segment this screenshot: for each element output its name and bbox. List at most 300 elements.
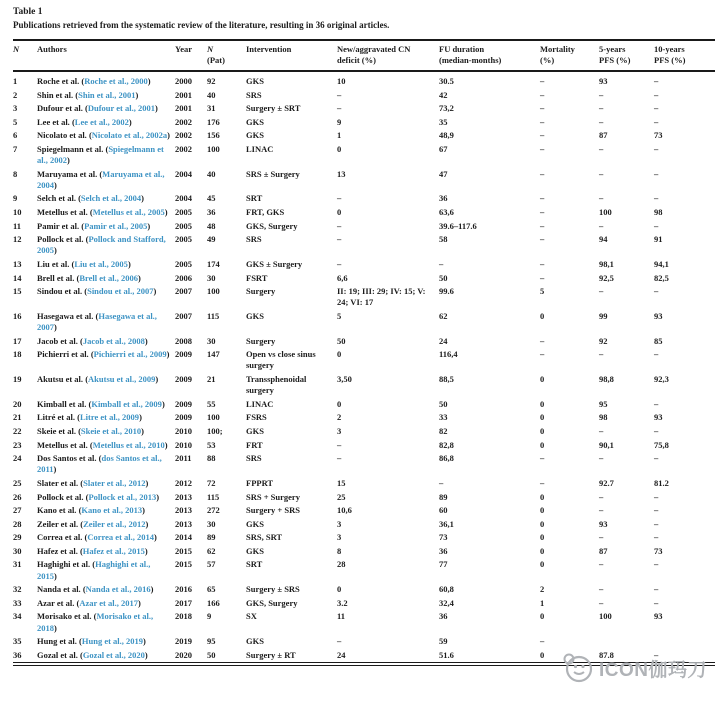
cell-cn: –: [337, 636, 342, 647]
citation-link[interactable]: Litre et al., 2009: [79, 412, 140, 423]
cell-authors: Dufour et al. (Dufour et al., 2001): [37, 103, 158, 114]
cell-intervention: GKS: [246, 518, 264, 529]
table-row: [13, 597, 715, 611]
cell-mort: 0: [540, 545, 545, 556]
cell-fu: 30.5: [439, 76, 454, 86]
cell-mort: 0: [540, 412, 545, 423]
cell-cn: 1: [337, 130, 342, 141]
citation-link[interactable]: Hafez et al., 2015: [82, 545, 145, 556]
cell-year: 2002: [175, 130, 192, 141]
cell-authors: Nanda et al. (Nanda et al., 2016): [37, 584, 154, 595]
cell-pfs5: –: [599, 349, 604, 360]
cell-cn: 15: [337, 477, 346, 488]
cell-authors: Gozal et al. (Gozal et al., 2020): [37, 649, 148, 660]
cell-year: 2015: [175, 545, 192, 556]
cell-mort: 0: [540, 649, 545, 660]
cell-year: 2005: [175, 234, 192, 245]
table-row: [13, 206, 715, 220]
cell-pfs5: 87.8: [599, 649, 614, 660]
citation-link[interactable]: Nanda et al., 2016: [85, 584, 151, 595]
citation-link[interactable]: Metellus et al., 2005: [92, 207, 165, 218]
citation-link[interactable]: Nicolato et al., 2002a: [91, 130, 168, 141]
cell-year: 2013: [175, 491, 192, 502]
cell-intervention: SRS, SRT: [246, 532, 283, 543]
cell-pfs10: –: [654, 518, 659, 529]
col-header-3: N (Pat): [207, 40, 246, 71]
cell-n: 8: [13, 168, 18, 179]
cell-year: 2018: [175, 611, 192, 622]
cell-year: 2009: [175, 412, 192, 423]
cell-cn: 50: [337, 335, 346, 346]
cell-pfs10: 81.2: [654, 477, 669, 488]
cell-authors: Hasegawa et al. (Hasegawa et al., 2007): [37, 310, 157, 333]
cell-n: 35: [13, 636, 22, 647]
author-name: Shin et al.: [37, 89, 74, 100]
cell-cn: –: [337, 453, 342, 464]
cell-pat: 57: [207, 559, 216, 570]
table-row: [13, 88, 715, 102]
cell-pfs10: 73: [654, 545, 663, 556]
author-name: Liu et al.: [37, 258, 70, 269]
cell-mort: 0: [540, 374, 545, 385]
cell-mort: 0: [540, 398, 545, 409]
cell-year: 2010: [175, 439, 192, 450]
cell-fu: 73: [439, 532, 448, 543]
citation-link[interactable]: Selch et al., 2004: [80, 193, 142, 204]
citation-link[interactable]: Roche et al., 2000: [84, 76, 148, 86]
citation-link[interactable]: Lee et al., 2002: [74, 116, 129, 127]
cell-n: 34: [13, 611, 22, 622]
col-header-1: Authors: [37, 40, 175, 71]
cell-fu: 50: [439, 272, 448, 283]
citation-link[interactable]: Dufour et al., 2001: [87, 103, 155, 114]
cell-pat: 89: [207, 532, 216, 543]
cell-pfs5: 98: [599, 412, 608, 423]
cell-pfs5: 98,8: [599, 374, 614, 385]
cell-cn: 10,6: [337, 505, 352, 516]
publications-table: [13, 39, 715, 666]
cell-pat: 72: [207, 477, 216, 488]
author-name: Dufour et al.: [37, 103, 83, 114]
cell-year: 2020: [175, 649, 192, 660]
cell-intervention: GKS: [246, 130, 264, 141]
cell-year: 2015: [175, 559, 192, 570]
cell-cn: 0: [337, 584, 342, 595]
table-row: [13, 143, 715, 168]
cell-pat: 88: [207, 453, 216, 464]
citation-link[interactable]: Hung et al., 2019: [81, 636, 144, 647]
cell-intervention: GKS: [246, 545, 264, 556]
cell-intervention: FRT: [246, 439, 263, 450]
citation-link[interactable]: Spiegelmann et al., 2002: [37, 143, 164, 166]
cell-n: 16: [13, 310, 22, 321]
cell-authors: Haghighi et al. (Haghighi et al., 2015): [37, 559, 151, 581]
cell-year: 2010: [175, 425, 192, 436]
col-header-9: 10-years PFS (%): [654, 40, 715, 71]
cell-intervention: FPPRT: [246, 477, 274, 488]
cell-n: 15: [13, 286, 22, 297]
cell-pat: 156: [207, 130, 220, 141]
cell-pat: 48: [207, 220, 216, 231]
cell-n: 6: [13, 130, 18, 141]
citation-link[interactable]: Kimball et al., 2009: [91, 398, 162, 409]
cell-pfs5: 93: [599, 76, 608, 86]
cell-cn: 10: [337, 76, 346, 86]
cell-pfs5: –: [599, 103, 604, 114]
table-row: [13, 531, 715, 545]
cell-fu: 82,8: [439, 439, 454, 450]
author-name: Haghighi et al.: [37, 559, 91, 570]
col-header-8: 5-years PFS (%): [599, 40, 654, 71]
cell-mort: –: [540, 143, 545, 154]
cell-fu: 73,2: [439, 103, 454, 114]
cell-mort: –: [540, 193, 545, 204]
cell-pfs5: [599, 635, 654, 649]
cell-year: 2004: [175, 193, 192, 204]
cell-authors: Pollock et al. (Pollock and Stafford, 2005): [37, 234, 166, 256]
citation-link[interactable]: Pamir et al., 2005: [84, 220, 148, 231]
cell-pfs10: 75,8: [654, 439, 669, 450]
cell-fu: 59: [439, 636, 448, 647]
cell-pfs5: –: [599, 505, 604, 516]
cell-pat: 21: [207, 374, 216, 385]
cell-year: 2009: [175, 398, 192, 409]
citation-link[interactable]: Skeie et al., 2010: [80, 425, 142, 436]
cell-intervention: Surgery: [246, 335, 276, 346]
citation-link[interactable]: Slater et al., 2012: [83, 477, 146, 488]
cell-pat: 100: [207, 143, 220, 154]
citation-link[interactable]: dos Santos et al., 2011: [37, 453, 162, 475]
cell-n: 22: [13, 425, 22, 436]
col-header-7: Mortality (%): [540, 40, 599, 71]
table-row: [13, 517, 715, 531]
cell-pfs5: 94: [599, 234, 608, 245]
table-row: [13, 71, 715, 88]
cell-mort: 0: [540, 532, 545, 543]
cell-intervention: SX: [246, 611, 257, 622]
cell-pfs5: 92.7: [599, 477, 614, 488]
citation-link[interactable]: Azar et al., 2017: [79, 597, 138, 608]
cell-n: 32: [13, 584, 22, 595]
table-row: [13, 490, 715, 504]
cell-pfs10: 93: [654, 412, 663, 423]
table-row: [13, 558, 715, 583]
cell-cn: II: 19; III: 29; IV: 15; V: 24; VI: 17: [337, 286, 426, 308]
cell-pfs5: 98,1: [599, 258, 614, 269]
cell-intervention: GKS, Surgery: [246, 220, 298, 231]
citation-link[interactable]: Zeiler et al., 2012: [83, 518, 146, 529]
author-name: Pollock et al.: [37, 234, 84, 245]
cell-mort: 0: [540, 518, 545, 529]
col-header-6: FU duration (median-months): [439, 40, 540, 71]
cell-pfs10: 93: [654, 611, 663, 622]
cell-cn: 25: [337, 491, 346, 502]
cell-cn: 0: [337, 207, 342, 218]
table-row: [13, 635, 715, 649]
table-row: [13, 438, 715, 452]
citation-link[interactable]: Akutsu et al., 2009: [88, 374, 156, 385]
cell-fu: 24: [439, 335, 448, 346]
cell-intervention: FSRT: [246, 272, 268, 283]
cell-mort: 0: [540, 439, 545, 450]
cell-pfs10: –: [654, 398, 659, 409]
cell-authors: Kimball et al. (Kimball et al., 2009): [37, 398, 165, 409]
cell-n: 20: [13, 398, 22, 409]
cell-pfs5: 90,1: [599, 439, 614, 450]
table-row: [13, 192, 715, 206]
author-name: Brell et al.: [37, 272, 75, 283]
cell-pfs10: –: [654, 220, 659, 231]
cell-authors: Zeiler et al. (Zeiler et al., 2012): [37, 518, 149, 529]
citation-link[interactable]: Maruyama et al., 2004: [37, 168, 165, 190]
citation-link[interactable]: Metellus et al., 2010: [92, 439, 165, 450]
cell-cn: 9: [337, 116, 342, 127]
cell-pfs10: –: [654, 649, 659, 660]
cell-pat: 30: [207, 518, 216, 529]
table-row: [13, 373, 715, 398]
citation-link[interactable]: Kano et al., 2013: [81, 505, 143, 516]
cell-mort: –: [540, 89, 545, 100]
cell-fu: 51.6: [439, 649, 454, 660]
table-row: [13, 233, 715, 258]
cell-pat: 36: [207, 207, 216, 218]
cell-cn: –: [337, 89, 342, 100]
author-name: Skeie et al.: [37, 425, 76, 436]
cell-authors: Akutsu et al. (Akutsu et al., 2009): [37, 374, 159, 385]
cell-authors: Maruyama et al. (Maruyama et al., 2004): [37, 168, 165, 190]
cell-authors: Azar et al. (Azar et al., 2017): [37, 597, 141, 608]
cell-intervention: SRT: [246, 193, 263, 204]
cell-intervention: LINAC: [246, 143, 274, 154]
cell-pfs10: –: [654, 193, 659, 204]
cell-mort: 0: [540, 491, 545, 502]
citation-link[interactable]: Pollock et al., 2013: [88, 491, 157, 502]
table-row: [13, 348, 715, 373]
cell-pfs10: 94,1: [654, 258, 669, 269]
cell-intervention: LINAC: [246, 398, 274, 409]
cell-authors: Hung et al. (Hung et al., 2019): [37, 636, 146, 647]
cell-pfs10: –: [654, 491, 659, 502]
author-name: Morisako et al.: [37, 611, 92, 622]
cell-cn: 8: [337, 545, 342, 556]
author-name: Hafez et al.: [37, 545, 78, 556]
author-name: Slater et al.: [37, 477, 79, 488]
cell-year: 2005: [175, 258, 192, 269]
table-body: [13, 71, 715, 664]
table-row: [13, 545, 715, 559]
cell-intervention: GKS ± Surgery: [246, 258, 303, 269]
cell-pfs5: –: [599, 559, 604, 570]
citation-link[interactable]: Morisako et al., 2018: [37, 611, 154, 633]
author-name: Pamir et al.: [37, 220, 80, 231]
cell-pfs10: –: [654, 76, 659, 86]
citation-link[interactable]: Hasegawa et al., 2007: [37, 310, 157, 333]
cell-pat: 272: [207, 505, 220, 516]
cell-mort: –: [540, 234, 545, 245]
cell-authors: Sindou et al. (Sindou et al., 2007): [37, 286, 157, 297]
cell-authors: Liu et al. (Liu et al., 2005): [37, 258, 131, 269]
cell-authors: Slater et al. (Slater et al., 2012): [37, 477, 149, 488]
cell-pfs10: 73: [654, 130, 663, 141]
author-name: Nanda et al.: [37, 584, 81, 595]
citation-link[interactable]: Shin et al., 2001: [78, 89, 136, 100]
cell-pfs10: –: [654, 89, 659, 100]
cell-pfs5: –: [599, 425, 604, 436]
cell-pfs10: –: [654, 597, 659, 608]
table-row: [13, 504, 715, 518]
cell-n: 14: [13, 272, 22, 283]
cell-year: 2017: [175, 597, 192, 608]
cell-pat: 95: [207, 636, 216, 647]
table-caption: Publications retrieved from the systematic review of the literature, resulting in 36 original articles.: [13, 20, 390, 30]
cell-pat: 100;: [207, 425, 223, 436]
cell-n: 33: [13, 597, 22, 608]
cell-cn: 24: [337, 649, 346, 660]
cell-fu: 48,9: [439, 130, 454, 141]
cell-fu: 62: [439, 310, 448, 321]
cell-n: 27: [13, 505, 22, 516]
cell-pfs10: –: [654, 349, 659, 360]
cell-intervention: Surgery: [246, 286, 276, 297]
cell-year: 2001: [175, 89, 192, 100]
cell-pat: 92: [207, 76, 216, 86]
cell-intervention: GKS: [246, 76, 264, 86]
cell-pfs10: 82,5: [654, 272, 669, 283]
citation-link[interactable]: Brell et al., 2006: [79, 272, 138, 283]
citation-link[interactable]: Jacob et al., 2008: [82, 335, 145, 346]
cell-pfs10: 98: [654, 207, 663, 218]
cell-mort: –: [540, 349, 545, 360]
cell-cn: –: [337, 103, 342, 114]
author-name: Litré et al.: [37, 412, 75, 423]
cell-pat: 176: [207, 116, 220, 127]
table-row: [13, 285, 715, 310]
cell-cn: –: [337, 439, 342, 450]
cell-mort: –: [540, 130, 545, 141]
cell-pfs5: 95: [599, 398, 608, 409]
cell-mort: 5: [540, 286, 545, 297]
citation-link[interactable]: Correa et al., 2014: [87, 532, 155, 543]
cell-authors: Pamir et al. (Pamir et al., 2005): [37, 220, 151, 231]
cell-authors: Pollock et al. (Pollock et al., 2013): [37, 491, 160, 502]
cell-n: 12: [13, 234, 22, 245]
cell-intervention: Surgery + SRS: [246, 505, 300, 516]
cell-pfs10: –: [654, 505, 659, 516]
cell-cn: 6,6: [337, 272, 348, 283]
cell-intervention: Open vs close sinus surgery: [246, 349, 316, 371]
cell-pfs10: –: [654, 425, 659, 436]
author-name: Roche et al.: [37, 76, 80, 86]
cell-pat: 100: [207, 412, 220, 423]
citation-link[interactable]: Sindou et al., 2007: [87, 286, 154, 297]
cell-year: 2016: [175, 584, 192, 595]
cell-year: 2009: [175, 374, 192, 385]
cell-mort: –: [540, 220, 545, 231]
cell-year: 2009: [175, 349, 192, 360]
cell-fu: 60: [439, 505, 448, 516]
citation-link[interactable]: Pollock and Stafford, 2005: [37, 234, 166, 256]
author-name: Pichierri et al.: [37, 349, 89, 360]
cell-authors: Morisako et al. (Morisako et al., 2018): [37, 611, 154, 633]
cell-fu: 36: [439, 193, 448, 204]
cell-pfs10: –: [654, 103, 659, 114]
author-name: Metellus et al.: [37, 207, 88, 218]
cell-pfs5: 92,5: [599, 272, 614, 283]
cell-intervention: SRS: [246, 453, 262, 464]
citation-link[interactable]: Gozal et al., 2020: [82, 649, 145, 660]
author-name: Spiegelmann et al.: [37, 143, 104, 154]
cell-year: 2013: [175, 518, 192, 529]
cell-year: 2011: [175, 453, 192, 464]
author-name: Lee et al.: [37, 116, 70, 127]
cell-fu: 77: [439, 559, 448, 570]
cell-pfs5: –: [599, 168, 604, 179]
cell-n: 36: [13, 649, 22, 660]
col-header-0: N: [13, 40, 37, 71]
cell-n: 17: [13, 335, 22, 346]
author-name: Hasegawa et al.: [37, 310, 94, 321]
cell-cn: –: [337, 258, 342, 269]
citation-link[interactable]: Haghighi et al., 2015: [37, 559, 151, 581]
cell-mort: –: [540, 76, 545, 86]
cell-pfs5: –: [599, 89, 604, 100]
cell-cn: 2: [337, 412, 342, 423]
cell-mort: –: [540, 272, 545, 283]
cell-fu: 36,1: [439, 518, 454, 529]
cell-year: 2002: [175, 143, 192, 154]
cell-fu: 39.6–117.6: [439, 220, 477, 231]
cell-pat: 31: [207, 103, 216, 114]
table-label: Table 1: [13, 7, 43, 17]
author-name: Selch et al.: [37, 193, 76, 204]
cell-mort: 0: [540, 505, 545, 516]
cell-year: 2005: [175, 207, 192, 218]
cell-pat: 53: [207, 439, 216, 450]
cell-pfs5: –: [599, 532, 604, 543]
table-header: [13, 40, 715, 71]
cell-cn: 3: [337, 425, 342, 436]
header-row: [13, 40, 715, 71]
cell-pfs10: –: [654, 559, 659, 570]
table-row: [13, 102, 715, 116]
cell-fu: 32,4: [439, 597, 454, 608]
citation-link[interactable]: Liu et al., 2005: [74, 258, 128, 269]
table-row: [13, 271, 715, 285]
cell-pat: 40: [207, 89, 216, 100]
table-row: [13, 398, 715, 412]
cell-pfs10: 91: [654, 234, 663, 245]
cell-mort: –: [540, 636, 545, 647]
cell-pfs5: –: [599, 453, 604, 464]
citation-link[interactable]: Pichierri et al., 2009: [93, 349, 167, 360]
cell-n: 9: [13, 193, 18, 204]
cell-fu: 82: [439, 425, 448, 436]
cell-n: 28: [13, 518, 22, 529]
cell-pfs5: 99: [599, 310, 608, 321]
cell-year: 2001: [175, 103, 192, 114]
cell-pat: 50: [207, 649, 216, 660]
cell-intervention: SRS + Surgery: [246, 491, 300, 502]
cell-mort: –: [540, 207, 545, 218]
cell-year: 2012: [175, 477, 192, 488]
cell-cn: 28: [337, 559, 346, 570]
cell-pat: 30: [207, 272, 216, 283]
cell-n: 1: [13, 76, 18, 86]
cell-intervention: Surgery ± RT: [246, 649, 296, 660]
cell-authors: Lee et al. (Lee et al., 2002): [37, 116, 132, 127]
cell-n: 11: [13, 220, 22, 231]
cell-n: 25: [13, 477, 22, 488]
